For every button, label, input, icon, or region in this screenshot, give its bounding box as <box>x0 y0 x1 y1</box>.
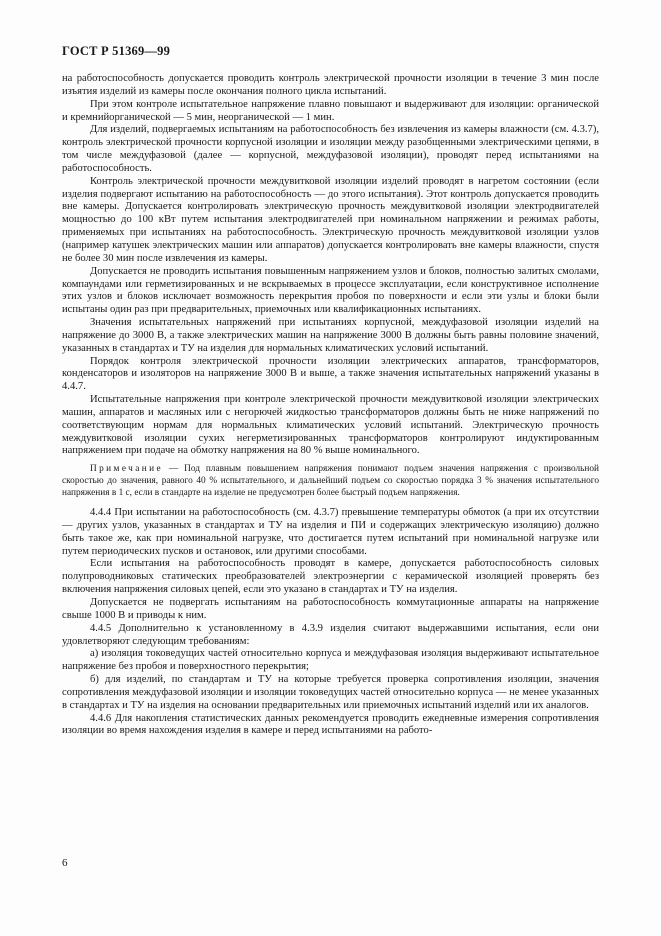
paragraph: Если испытания на работоспособность проводят в камере, допускается работоспособность силовых полупроводниковых статических преобразователей электроэнергии с керамической изоляцией проверять без включения напряжения силовых цепей, если это указано в стандартах и ТУ на изделия. <box>62 558 599 596</box>
paragraph: Допускается не подвергать испытаниям на работоспособность коммутационные аппараты на напряжение свыше 1000 В и приводы к ним. <box>62 597 599 621</box>
paragraph: Допускается не проводить испытания повышенным напряжением узлов и блоков, полностью залитых смолами, компаундами или герметизированных и не вскрываемых в процессе эксплуатации, если конструктивное исполнение этих узлов и блоков исключает возможность перекрытия пробоя по поверхности и если эти узлы и блоки были испытаны один раз при предварительных, приемочных или квалификационных испытаниях. <box>62 265 599 316</box>
note-text: — Под плавным повышением напряжения понимают подъем значения напряжения с произвольной скоростью до значения, равного 40 % испытательного, и дальнейший подъем со скоростью порядка 3 % значения испытательного напряжения в 1 с, если в стандарте на изделие не предусмотрен более быстрый подъем напряжения. <box>62 464 599 498</box>
paragraph: Контроль электрической прочности междувитковой изоляции изделий проводят в нагретом состоянии (если изделия подвергают испытанию на работоспособность — до этого испытания). Этот контроль допускается проводить вне камеры. Допускается контролировать электрическую прочность междувитковой изоляции электродвигателей мощностью до 100 кВт путем испытания электродвигателей при номинальном напряжении и режимах работы, применяемых при испытаниях на работоспособность. Электрическую прочность междувитковой изоляции узлов (например катушек электрических машин или аппаратов) допускается контролировать вне камеры влажности, спустя не более 30 мин после извлечения из камеры. <box>62 175 599 264</box>
paragraph: 4.4.4 При испытании на работоспособность (см. 4.3.7) превышение температуры обмоток (а при их отсутствии — других узлов, указанных в стандартах и ТУ на изделия и ПИ и содержащих электрическую изоляцию) должно быть такое же, как при номинальной нагрузке, что достигается путем испытаний при номинальной нагрузке или путем периодических пусков и остановок, или другими способами. <box>62 507 599 557</box>
paragraph: Испытательные напряжения при контроле электрической прочности междувитковой изоляции электрических машин, аппаратов и масляных или с негорючей жидкостью трансформаторов должны быть не ниже напряжений по соответствующим нормам для нормальных климатических условий испытаний. Электрическую прочность междувитковой изоляции сухих негерметизированных трансформаторов контролируют индуктированным напряжением при подаче на обмотку напряжения на 80 % выше номинального. <box>62 394 599 457</box>
paragraph: на работоспособность допускается проводить контроль электрической прочности изоляции в течение 3 мин после изъятия изделий из камеры после окончания полного цикла испытаний. <box>62 73 599 97</box>
paragraph: Значения испытательных напряжений при испытаниях корпусной, междуфазовой изоляции изделий на напряжение до 3000 В, а также электрических машин на напряжение 3000 В должны быть равны половине значений, указанных в стандартах и ТУ на изделия для нормальных климатических условий испытаний. <box>62 317 599 354</box>
paragraph: Для изделий, подвергаемых испытаниям на работоспособность без извлечения из камеры влажности (см. 4.3.7), контроль электрической прочности корпусной изоляции и изоляции между разобщенными электрическими цепями, в том числе междуфазовой (далее — корпусной, междуфазовой изоляции), проводят перед испытаниями на работоспособность. <box>62 124 599 174</box>
paragraph: б) для изделий, по стандартам и ТУ на которые требуется проверка сопротивления изоляции, значения сопротивления междуфазовой изоляции и изоляции токоведущих частей относительно корпуса — не менее указанных в стандартах и ТУ на изделия на основании предварительных или приемочных испытаний изделий или их аналогов. <box>62 674 599 711</box>
note-label: Примечание <box>90 464 163 475</box>
document-header: ГОСТ Р 51369—99 <box>62 44 171 58</box>
paragraph: а) изоляция токоведущих частей относительно корпуса и междуфазовая изоляция выдерживают испытательное напряжение без пробоя и поверхностного перекрытия; <box>62 648 599 673</box>
document-body <box>62 73 599 738</box>
paragraph: Порядок контроля электрической прочности изоляции электрических аппаратов, трансформаторов, конденсаторов и изоляторов на напряжение 3000 В и выше, а также значения испытательных напряжений указаны в 4.4.7. <box>62 355 599 393</box>
paragraph: При этом контроле испытательное напряжение плавно повышают и выдерживают для изоляции: органической и кремнийорганической — 5 мин, неорганической — 1 мин. <box>62 98 599 123</box>
page-number: 6 <box>62 857 68 869</box>
paragraph: 4.4.6 Для накопления статистических данных рекомендуется проводить ежедневные измерения сопротивления изоляции во время нахождения изделия в камере и перед испытаниями на работо- <box>62 712 599 737</box>
paragraph: 4.4.5 Дополнительно к установленному в 4.3.9 изделия считают выдержавшими испытания, если они удовлетворяют следующим требованиям: <box>62 622 599 647</box>
note <box>62 464 599 499</box>
